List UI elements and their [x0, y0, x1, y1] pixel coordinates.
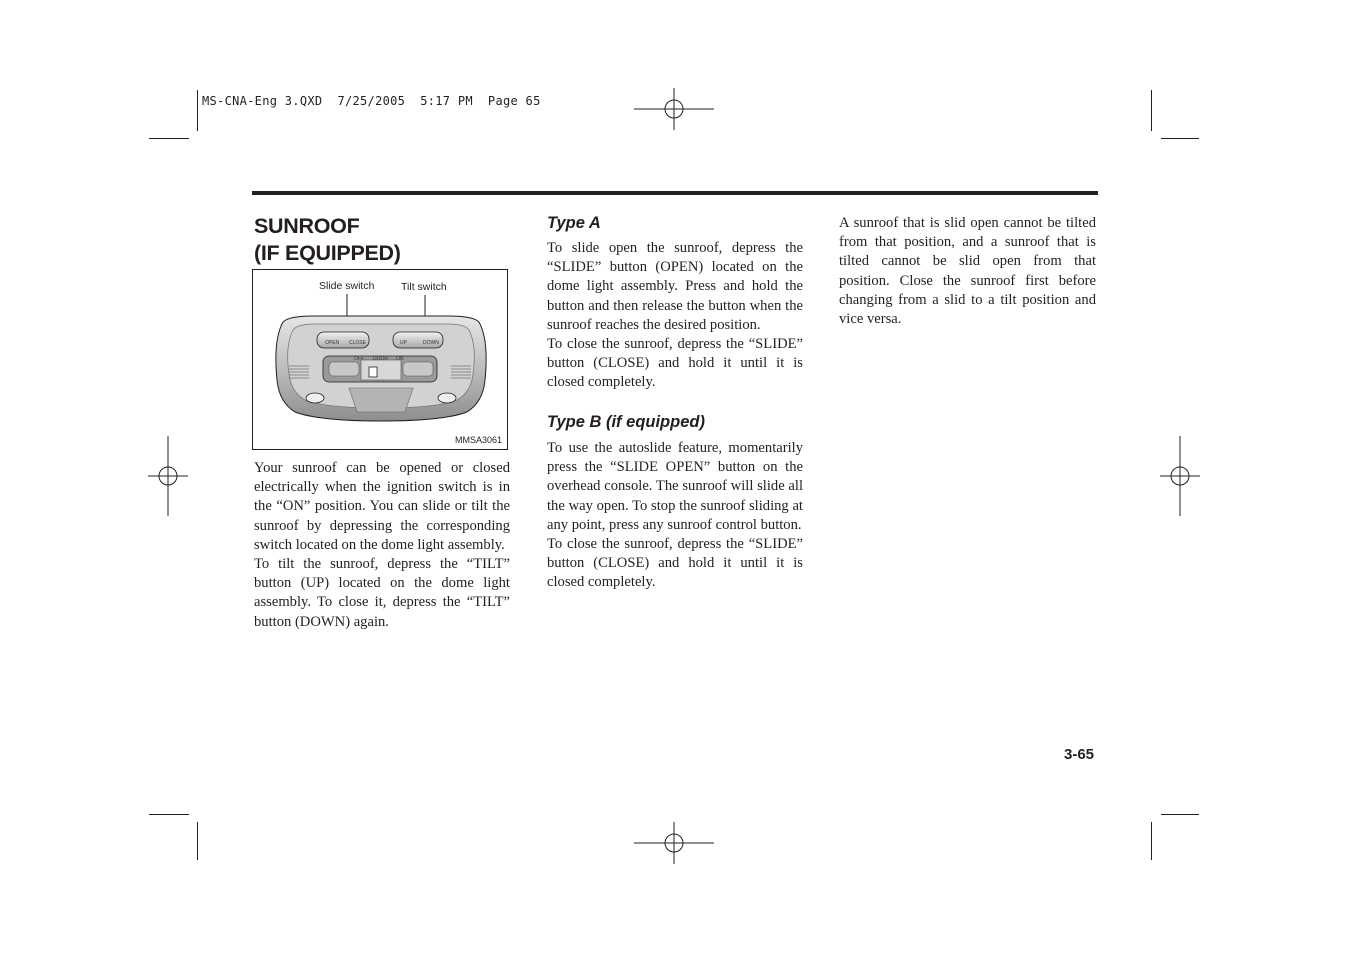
- heading-type-b: Type B (if equipped): [547, 413, 705, 431]
- section-title-line1: SUNROOF: [254, 214, 360, 238]
- type-b-paragraph-1: To use the autoslide feature, momentarily press the “SLIDE OPEN” button on the overhead console. The sunroof will slide all the way open. To stop the sunroof sliding at any point, press any sunroof control button.: [547, 440, 803, 533]
- header-rule: [252, 191, 1098, 195]
- note-text: [839, 214, 1096, 329]
- btn-down-text: DOWN: [423, 340, 439, 346]
- page-number: 3-65: [1064, 746, 1095, 763]
- section-title: [254, 213, 401, 267]
- btn-close-text: CLOSE: [349, 340, 366, 346]
- section-title-line2: (IF EQUIPPED): [254, 241, 401, 265]
- type-a-paragraph-2: To close the sunroof, depress the “SLIDE” button (CLOSE) and hold it until it is closed completely.: [547, 336, 803, 391]
- switch-off-text: OFF: [354, 356, 364, 362]
- figure-code: MMSA3061: [454, 435, 502, 445]
- print-slug: MS-CNA-Eng 3.QXD 7/25/2005 5:17 PM Page 65: [202, 94, 541, 108]
- type-a-paragraph-1: To slide open the sunroof, depress the “SLIDE” button (OPEN) located on the dome light assembly. Press and hold the button and then release the button when the sunroof reaches the desired position.: [547, 240, 803, 333]
- registration-mark-right: [1160, 436, 1200, 516]
- switch-door-text: DOOR: [373, 356, 388, 362]
- intro-paragraph-1: Your sunroof can be opened or closed electrically when the ignition switch is in the “ON” position. You can slide or tilt the sunroof by depressing the corresponding switch located on the dome light assembly.: [254, 460, 510, 553]
- sunroof-switch-figure: [252, 269, 508, 450]
- registration-mark-bottom: [634, 822, 714, 864]
- label-tilt-switch: Tilt switch: [401, 281, 447, 293]
- dome-light-illustration: [253, 270, 507, 449]
- btn-open-text: OPEN: [325, 340, 340, 346]
- intro-paragraph-2: To tilt the sunroof, depress the “TILT” button (UP) located on the dome light assembly. To close it, depress the “TILT” button (DOWN) again.: [254, 556, 510, 630]
- type-a-text: [547, 239, 803, 393]
- btn-up-text: UP: [400, 340, 407, 346]
- switch-on-text: ON: [396, 356, 404, 362]
- registration-mark-left: [148, 436, 188, 516]
- type-b-text: [547, 439, 803, 593]
- heading-type-a: Type A: [547, 214, 601, 232]
- intro-text: [254, 459, 510, 632]
- registration-mark-top: [634, 88, 714, 130]
- label-slide-switch: Slide switch: [319, 280, 375, 292]
- type-b-paragraph-2: To close the sunroof, depress the “SLIDE” button (CLOSE) and hold it until it is closed completely.: [547, 536, 803, 591]
- note-paragraph: A sunroof that is slid open cannot be tilted from that position, and a sunroof that is tilted cannot be slid open from that position. Close the sunroof first before changing from a slid to a tilt position and vice versa.: [839, 215, 1096, 328]
